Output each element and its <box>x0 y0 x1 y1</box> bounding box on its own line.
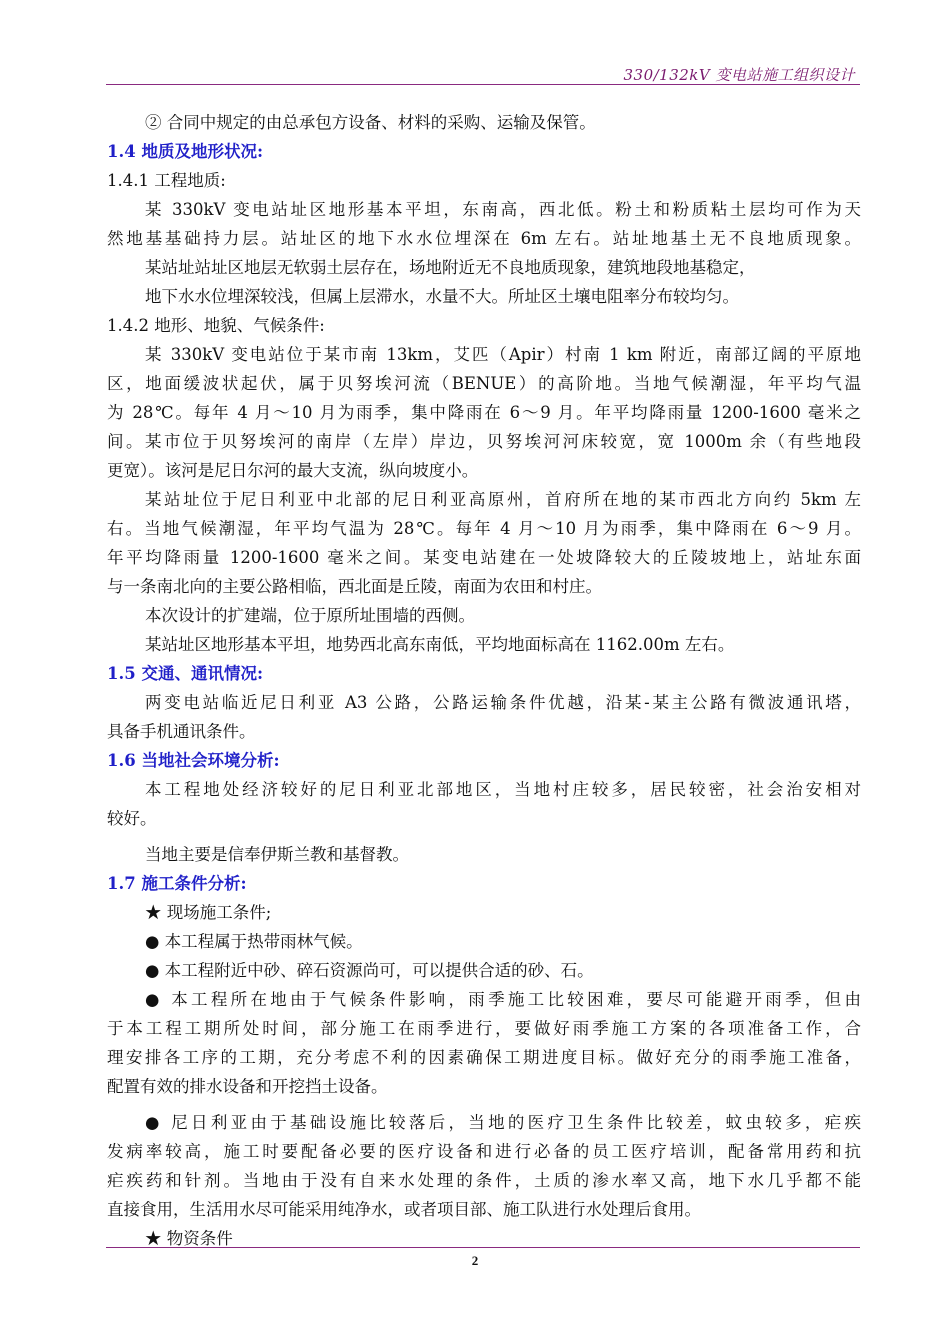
paragraph-line: 间。某市位于贝努埃河的南岸（左岸）岸边，贝努埃河河床较宽，宽 1000m 余（有些地段 <box>107 432 861 451</box>
paragraph-line: 某站址位于尼日利亚中北部的尼日利亚高原州，首府所在地的某市西北方向约 5km 左 <box>145 490 861 509</box>
paragraph-line: 某 330kV 变电站址区地形基本平坦，东南高，西北低。粉土和粉质粘土层均可作为天 <box>145 200 861 219</box>
paragraph-line: 具备手机通讯条件。 <box>107 722 256 741</box>
paragraph-line: 两变电站临近尼日利亚 A3 公路，公路运输条件优越，沿某-某主公路有微波通讯塔， <box>145 693 861 712</box>
paragraph-line: 配置有效的排水设备和开挖挡土设备。 <box>107 1077 388 1096</box>
paragraph-line: 于本工程工期所处时间，部分施工在雨季进行，要做好雨季施工方案的各项准备工作，合 <box>107 1019 861 1038</box>
paragraph-line: 本次设计的扩建端，位于原所址围墙的西侧。 <box>145 606 475 625</box>
document-body <box>107 108 861 1253</box>
paragraph-line: ② 合同中规定的由总承包方设备、材料的采购、运输及保管。 <box>145 113 596 132</box>
bullet-item: ● 本工程属于热带雨林气候。 <box>145 932 363 951</box>
subsection-heading-1-4-1: 1.4.1 工程地质: <box>107 171 226 190</box>
star-bullet-item: ★ 现场施工条件; <box>145 903 272 922</box>
bullet-item: ● 本工程附近中砂、碎石资源尚可，可以提供合适的砂、石。 <box>145 961 594 980</box>
bullet-item: ● 尼日利亚由于基础设施比较落后，当地的医疗卫生条件比较差，蚊虫较多，疟疾 <box>145 1113 861 1132</box>
section-heading-1-4: 1.4 地质及地形状况: <box>107 142 264 161</box>
paragraph-line: 为 28℃。每年 4 月～10 月为雨季，集中降雨在 6～9 月。年平均降雨量 1200-1600 毫米之 <box>107 403 861 422</box>
footer-rule <box>106 1247 860 1248</box>
paragraph-line: 当地主要是信奉伊斯兰教和基督教。 <box>145 845 409 864</box>
paragraph-line: 本工程地处经济较好的尼日利亚北部地区，当地村庄较多，居民较密，社会治安相对 <box>145 780 861 799</box>
paragraph-line: 疟疾药和针剂。当地由于没有自来水处理的条件，土质的渗水率又高，地下水几乎都不能 <box>107 1171 861 1190</box>
paragraph-line: 某站址区地形基本平坦，地势西北高东南低，平均地面标高在 1162.00m 左右。 <box>145 635 735 654</box>
paragraph-line: 发病率较高，施工时要配备必要的医疗设备和进行必备的员工医疗培训，配备常用药和抗 <box>107 1142 861 1161</box>
paragraph-line: 年平均降雨量 1200-1600 毫米之间。某变电站建在一处坡降较大的丘陵坡地上，站址东面 <box>107 548 861 567</box>
paragraph-line: 地下水水位埋深较浅，但属上层滞水，水量不大。所址区土壤电阻率分布较均匀。 <box>145 287 739 306</box>
star-bullet-item: ★ 物资条件 <box>145 1229 233 1248</box>
paragraph-line: 然地基基础持力层。站址区的地下水水位埋深在 6m 左右。站址地基土无不良地质现象。 <box>107 229 861 248</box>
header-rule <box>106 84 860 85</box>
paragraph-line: 区，地面缓波状起伏，属于贝努埃河流（BENUE）的高阶地。当地气候潮湿，年平均气温 <box>107 374 861 393</box>
bullet-item: ● 本工程所在地由于气候条件影响，雨季施工比较困难，要尽可能避开雨季，但由 <box>145 990 861 1009</box>
subsection-heading-1-4-2: 1.4.2 地形、地貌、气候条件: <box>107 316 325 335</box>
paragraph-line: 较好。 <box>107 809 157 828</box>
paragraph-line: 某站址站址区地层无软弱土层存在，场地附近无不良地质现象，建筑地段地基稳定， <box>145 258 756 277</box>
section-heading-1-5: 1.5 交通、通讯情况: <box>107 664 264 683</box>
section-heading-1-7: 1.7 施工条件分析: <box>107 874 247 893</box>
page-number: 2 <box>471 1253 479 1268</box>
section-heading-1-6: 1.6 当地社会环境分析: <box>107 751 280 770</box>
paragraph-line: 直接食用，生活用水尽可能采用纯净水，或者项目部、施工队进行水处理后食用。 <box>107 1200 701 1219</box>
paragraph-line: 理安排各工序的工期，充分考虑不利的因素确保工期进度目标。做好充分的雨季施工准备， <box>107 1048 861 1067</box>
paragraph-line: 与一条南北向的主要公路相临，西北面是丘陵，南面为农田和村庄。 <box>107 577 602 596</box>
paragraph-line: 右。当地气候潮湿，年平均气温为 28℃。每年 4 月～10 月为雨季，集中降雨在 6～9 月。 <box>107 519 861 538</box>
header-title: 330/132kV 变电站施工组织设计 <box>623 66 855 84</box>
paragraph-line: 某 330kV 变电站位于某市南 13km，艾匹（Apir）村南 1 km 附近，南部辽阔的平原地 <box>145 345 861 364</box>
paragraph-line: 更宽）。该河是尼日尔河的最大支流，纵向坡度小。 <box>107 461 479 480</box>
